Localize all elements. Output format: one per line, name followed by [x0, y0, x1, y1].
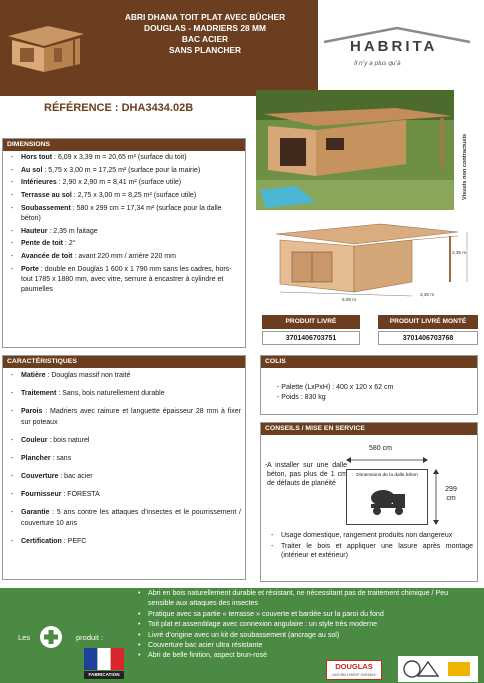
title-line-1: ABRI DHANA TOIT PLAT AVEC BÛCHER	[124, 12, 286, 22]
dimensions-list	[3, 139, 245, 295]
dim-avancee: - Avancée de toit : avant 220 mm / arrière 220 mm	[9, 252, 241, 262]
depth-dimension: 3,39 m	[420, 292, 435, 297]
slab-height-label: 299 cm	[445, 486, 457, 502]
carac-fournisseur: - Fournisseur : FORESTA	[9, 489, 241, 500]
slab-caption: Dimensions de la dalle béton	[356, 473, 418, 478]
carac-garantie: - Garantie : 5 ans contre les attaques d’insectes et le pourrissement / couverture 10 ans	[9, 507, 241, 529]
conseil-traitement: - Traiter le bois et appliquer une lasure après montage (intérieur et extérieur)	[267, 542, 473, 560]
caracteristiques-section	[2, 355, 246, 580]
douglas-logo-subtext: NATURELLEMENT DURABLE	[332, 673, 376, 677]
dim-terrasse: - Terrasse au sol : 2,75 x 3,00 m = 8,25 m² (surface utile)	[9, 191, 241, 201]
reference: RÉFÉRENCE : DHA3434.02B	[44, 102, 194, 114]
produit-label: produit :	[76, 633, 104, 642]
visuels-note-text: Visuels non contractuels	[462, 133, 468, 200]
height-dimension: 2,35 m	[452, 250, 467, 255]
douglas-logo	[326, 660, 382, 680]
carac-traitement: - Traitement : Sans, bois naturellement durable	[9, 388, 241, 399]
product-title	[92, 12, 318, 56]
width-dimension: 6,09 m	[342, 297, 357, 302]
conseils-list	[267, 531, 473, 562]
colis-title: COLIS	[261, 356, 477, 368]
footer-point: • Toit plat et assemblage avec connexion angulaire : un style très moderne	[136, 619, 476, 629]
slab-width-label: 580 cm	[369, 445, 392, 452]
footer-point: • Abri de belle finition, aspect brun-rosé	[136, 650, 476, 660]
plus-icon	[40, 626, 62, 648]
width-arrow-icon	[346, 455, 428, 465]
footer-points	[136, 588, 476, 661]
height-arrow-icon	[431, 469, 441, 525]
brand-tagline: Il n’y a plus qu’à	[354, 60, 401, 67]
produit-monte-label: PRODUIT LIVRÉ MONTÉ	[378, 315, 478, 329]
footer-point: • Pratique avec sa partie « terrasse » couverte et bardée sur la paroi du fond	[136, 609, 476, 619]
technical-drawing	[262, 212, 476, 308]
caracteristiques-list	[3, 356, 245, 547]
colis-section	[260, 355, 478, 415]
dim-soubassement: - Soubassement : 580 x 299 cm = 17,34 m² (surface pour la dalle béton)	[9, 204, 241, 224]
title-line-3: BAC ACIER	[181, 34, 229, 44]
produit-livre-label: PRODUIT LIVRÉ	[262, 315, 360, 329]
dim-interieures: - Intérieures : 2,90 x 2,90 m = 8,41 m² (surface utile)	[9, 178, 241, 188]
colis-palette: - Palette (LxPxH) : 400 x 120 x 62 cm	[277, 384, 394, 391]
product-icons	[398, 656, 478, 682]
cement-mixer-icon	[369, 486, 407, 516]
title-line-2: DOUGLAS - MADRIERS 28 MM	[144, 23, 266, 33]
les-label: Les	[18, 633, 31, 642]
concrete-slab-diagram	[346, 469, 428, 525]
fabrication-label: FABRICATION	[84, 671, 124, 679]
footer-point: • Abri en bois naturellement durable et résistant, ne nécessitant pas de traitement chimique / Peu sensible aux attaques des insectes	[136, 588, 476, 609]
dim-pente: - Pente de toit : 2°	[9, 239, 241, 249]
dim-hauteur: - Hauteur : 2,35 m faitage	[9, 227, 241, 237]
visuels-note	[462, 100, 476, 210]
conseils-section	[260, 422, 478, 582]
carac-matiere: - Matière : Douglas massif non traité	[9, 370, 241, 381]
colis-poids: - Poids : 830 kg	[277, 393, 326, 401]
dimensions-title: DIMENSIONS	[3, 139, 245, 151]
produit-monte-code: 3701406703768	[378, 331, 478, 345]
dim-hors-tout: - Hors tout : 6,09 x 3,39 m = 20,65 m² (surface du toit)	[9, 153, 241, 163]
carac-certification: - Certification : PEFC	[9, 536, 241, 547]
french-flag-icon	[84, 648, 124, 670]
dim-au-sol: - Au sol : 5,75 x 3,00 m = 17,25 m² (surface pour la mairie)	[9, 166, 241, 176]
brand-logo: HABRITA	[350, 38, 438, 55]
footer-point: • Livré d’origine avec un kit de soubassement (ancrage au sol)	[136, 630, 476, 640]
dimensions-section	[2, 138, 246, 348]
carac-couleur: - Couleur : bois naturel	[9, 435, 241, 446]
douglas-logo-text: DOUGLAS	[335, 662, 373, 671]
title-line-4: SANS PLANCHER	[168, 45, 242, 55]
footer-point: • Couverture bac acier ultra résistante	[136, 640, 476, 650]
cabin-thumbnail	[4, 6, 88, 80]
caracteristiques-title: CARACTÉRISTIQUES	[3, 356, 245, 368]
produit-livre-code: 3701406703751	[262, 331, 360, 345]
carac-parois: - Parois : Madriers avec rainure et languette épaisseur 28 mm à fixer sur poteaux	[9, 406, 241, 428]
slab-instruction: - A installer sur une dalle béton, pas plus de 1 cm de défauts de planéité	[267, 461, 347, 488]
cabin-photo	[256, 90, 454, 210]
carac-couverture: - Couverture : bac acier	[9, 471, 241, 482]
conseil-usage: - Usage domestique, rangement produits non dangereux	[267, 531, 473, 540]
conseils-title: CONSEILS / MISE EN SERVICE	[261, 423, 477, 435]
dim-porte: - Porte : double en Douglas 1 600 x 1 790 mm sans les cadres, hors-tout 1785 x 1880 mm, avec vitre, serrure à encastrer à cylindre et paumelles	[9, 265, 241, 296]
carac-plancher: - Plancher : sans	[9, 453, 241, 464]
